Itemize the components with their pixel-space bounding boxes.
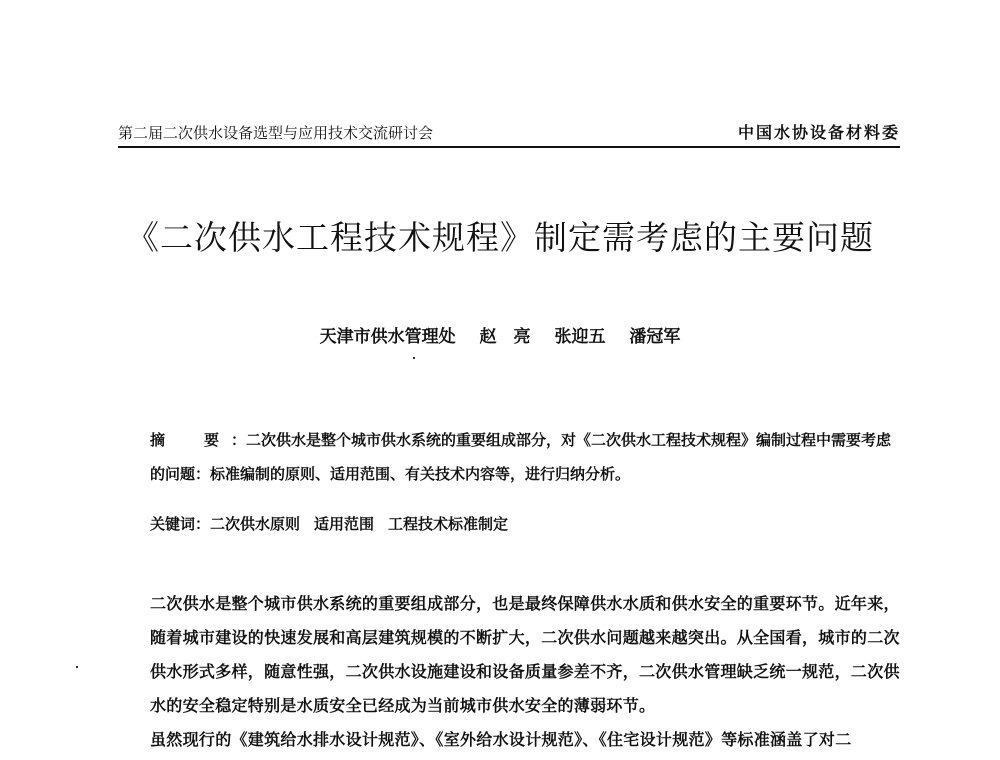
conference-name: 第二届二次供水设备选型与应用技术交流研讨会 (118, 124, 434, 142)
paper-title: 《二次供水工程技术规程》制定需考虑的主要问题 (126, 218, 874, 257)
keyword: 工程技术标准制定 (388, 515, 509, 533)
author-name: 赵 亮 (479, 327, 531, 347)
abstract-text: ：二次供水是整个城市供水系统的重要组成部分，对《二次供水工程技术规程》编制过程中需要考虑的问题：标准编制的原则、适用范围、有关技术内容等，进行归纳分析。 (150, 431, 892, 483)
author-name: 潘冠军 (629, 327, 681, 347)
scan-speck (76, 666, 78, 668)
author-name: 张迎五 (554, 327, 606, 347)
scan-speck (413, 357, 415, 359)
keyword: 适用范围 (314, 515, 375, 533)
author-line (0, 322, 1000, 347)
body-paragraph: 虽然现行的《建筑给水排水设计规范》、《室外给水设计规范》、《住宅设计规范》等标准涵盖了对二 (150, 730, 852, 749)
keywords-label: 关键词： (150, 515, 211, 533)
running-header (118, 118, 900, 148)
abstract (118, 423, 900, 491)
affiliation: 天津市供水管理处 (319, 327, 456, 347)
organization-name: 中国水协设备材料委 (737, 123, 900, 142)
abstract-label: 摘 要 (150, 431, 232, 449)
body-paragraph: 二次供水是整个城市供水系统的重要组成部分，也是最终保障供水水质和供水安全的重要环节。近年来，随着城市建设的快速发展和高层建筑规模的不断扩大，二次供水问题越来越突出。从全国看，城市的二次供水形式多样，随意性强，二次供水设施建设和设备质量参差不齐，二次供水管理缺乏统一规范，二次供水的安全稳定特别是水质安全已经成为当前城市供水安全的薄弱环节。 (150, 594, 900, 715)
body-text (118, 587, 900, 757)
keyword: 二次供水原则 (210, 515, 301, 533)
keywords (150, 513, 900, 534)
